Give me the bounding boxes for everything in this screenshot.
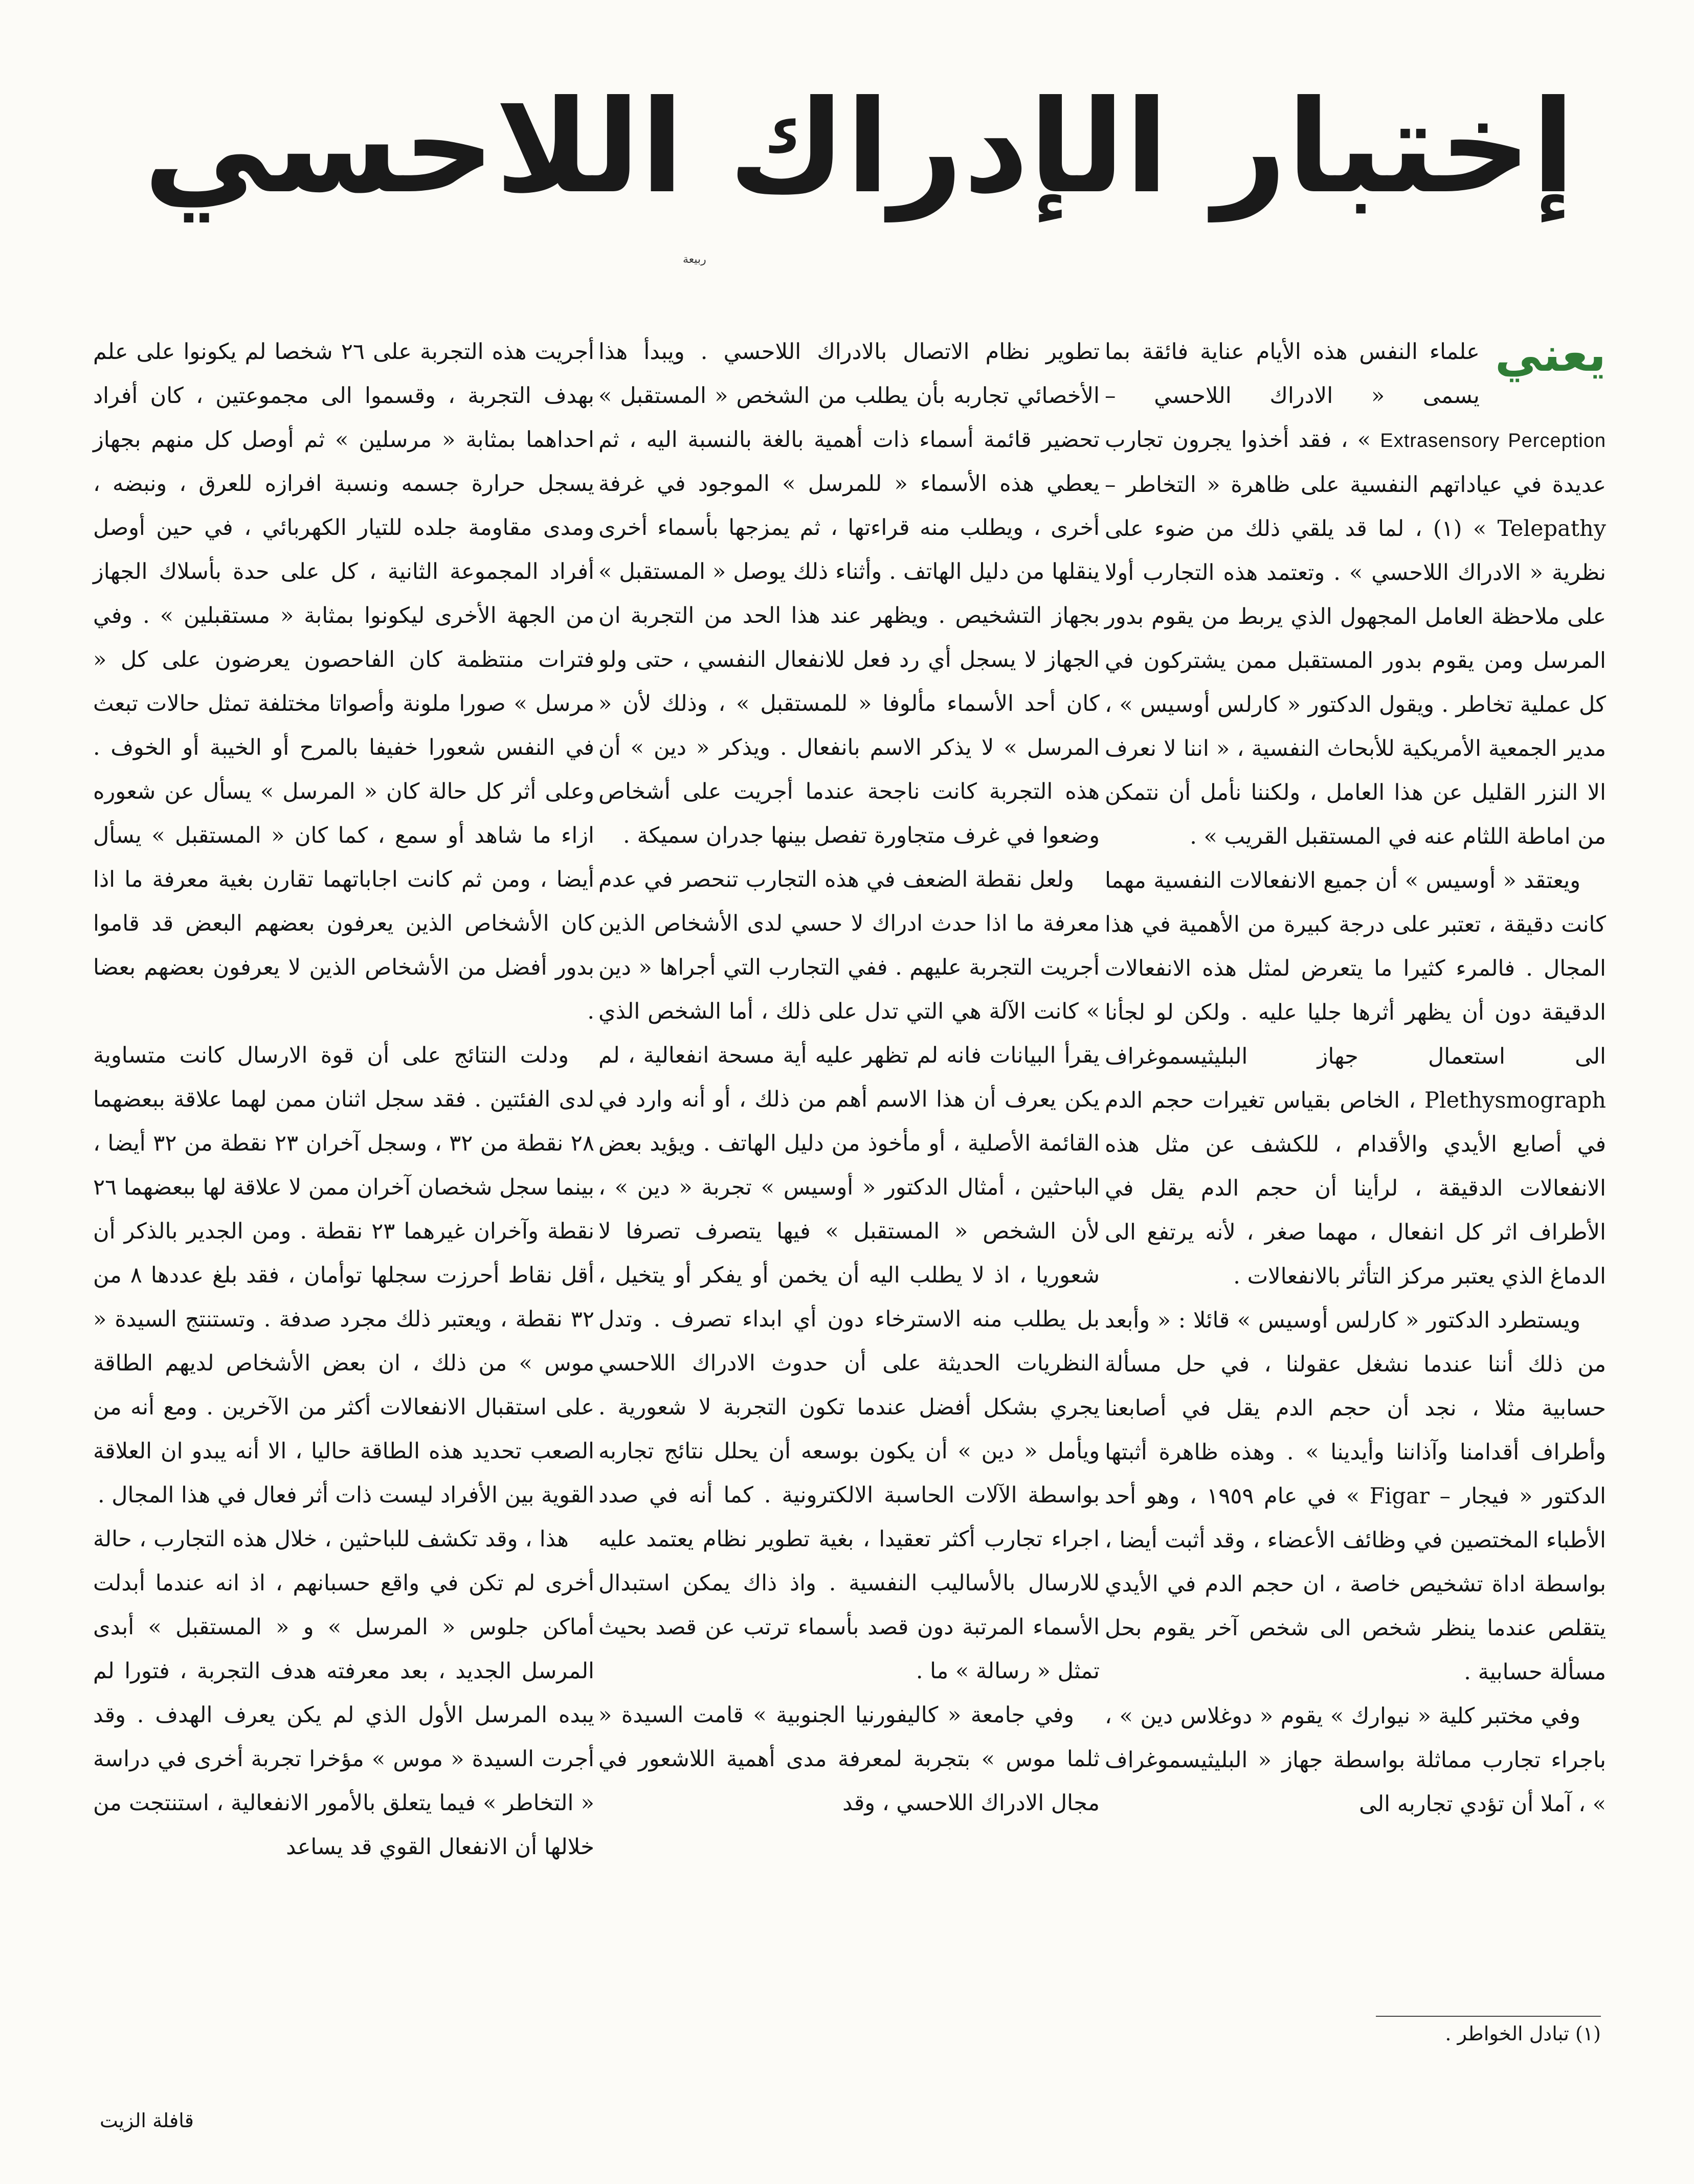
running-footer: قافلة الزيت xyxy=(100,2109,194,2132)
text-column-left xyxy=(93,330,594,1869)
author-byline: ربيعة xyxy=(683,253,706,266)
paragraph xyxy=(1105,327,1607,859)
footnote: (١) تبادل الخواطر . xyxy=(1445,2022,1601,2045)
text-column-right xyxy=(1105,327,1607,1826)
paragraph: ويعتقد « أوسيس » أن جميع الانفعالات النفسية مهما كانت دقيقة ، تعتبر على درجة كبيرة من الأهمية في هذا المجال . فالمرء كثيرا ما يتعرض لمثل هذه الانفعالات الدقيقة دون أن يظهر أثرها جليا عليه . ولكن لو لجأنا الى استعمال جهاز البليثيسموغراف Plethysmograph ، الخاص بقياس تغيرات حجم الدم في أصابع الأيدي والأقدام ، للكشف عن مثل هذه الانفعالات الدقيقة ، لرأينا أن حجم الدم يقل في الأطراف اثر كل انفعال ، مهما صغر ، لأنه يرتفع الى الدماغ الذي يعتبر مركز التأثر بالانفعالات . xyxy=(1105,868,1606,1289)
paragraph: تطوير نظام الاتصال بالادراك اللاحسي . ويبدأ هذا الأخصائي تجاربه بأن يطلب من الشخص « المستقبل » تحضير قائمة أسماء ذات أهمية بالغة بالنسبة اليه ، ثم يعطي هذه الأسماء « للمرسل » الموجود في غرفة أخرى ، ويطلب منه قراءتها ، ثم يمزجها بأسماء أخرى ينقلها من دليل الهاتف . وأثناء ذلك يوصل « المستقبل » بجهاز التشخيص . ويظهر عند هذا الحد من التجربة ان الجهاز لا يسجل أي رد فعل للانفعال النفسي ، حتى ولو كان أحد الأسماء مألوفا « للمستقبل » ، وذلك لأن « المرسل » لا يذكر الاسم بانفعال . ويذكر « دين » أن هذه التجربة كانت ناجحة عندما أجريت على أشخاص وضعوا في غرف متجاورة تفصل بينها جدران سميكة . xyxy=(598,339,1100,848)
paragraph: ولعل نقطة الضعف في هذه التجارب تنحصر في عدم معرفة ما اذا حدث ادراك لا حسي لدى الأشخاص الذين أجريت التجربة عليهم . ففي التجارب التي أجراها « دين » كانت الآلة هي التي تدل على ذلك ، أما الشخص الذي يقرأ البيانات فانه لم تظهر عليه أية مسحة انفعالية ، لم يكن يعرف أن هذا الاسم أهم من ذلك ، أو أنه وارد في القائمة الأصلية ، أو مأخوذ من دليل الهاتف . ويؤيد بعض الباحثين ، أمثال الدكتور « أوسيس » تجربة « دين » ، لأن الشخص « المستقبل » فيها يتصرف تصرفا لا شعوريا ، اذ لا يطلب اليه أن يخمن أو يفكر أو يتخيل ، بل يطلب منه الاسترخاء دون أي ابداء تصرف . وتدل النظريات الحديثة على أن حدوث الادراك اللاحسي يجري بشكل أفضل عندما تكون التجربة لا شعورية . ويأمل « دين » أن يكون بوسعه أن يحلل نتائج تجاربه بواسطة الآلات الحاسبة الالكترونية . كما أنه في صدد اجراء تجارب أكثر تعقيدا ، بغية تطوير نظام يعتمد عليه للارسال بالأساليب النفسية . واذ ذاك يمكن استبدال الأسماء المرتبة دون قصد بأسماء ترتب عن قصد بحيث تمثل « رسالة » ما . xyxy=(598,867,1100,1684)
paragraph: ويستطرد الدكتور « كارلس أوسيس » قائلا : « وأبعد من ذلك أننا عندما نشغل عقولنا ، في حل مسألة حسابية مثلا ، نجد أن حجم الدم يقل في أصابعنا وأطراف أقدامنا وآذاننا وأيدينا » . وهذه ظاهرة أثبتها الدكتور « فيجار – Figar » في عام ١٩٥٩ ، وهو أحد الأطباء المختصين في وظائف الأعضاء ، وقد أثبت أيضا ، بواسطة اداة تشخيص خاصة ، ان حجم الدم في الأيدي يتقلص عندما ينظر شخص الى شخص آخر يقوم بحل مسألة حسابية . xyxy=(1105,1308,1606,1685)
text-column-middle xyxy=(598,330,1100,1825)
paragraph: وفي جامعة « كاليفورنيا الجنوبية » قامت السيدة « ثلما موس » بتجربة لمعرفة مدى أهمية اللاشعور في مجال الادراك اللاحسي ، وقد xyxy=(598,1702,1100,1816)
paragraph-lead: علماء النفس هذه الأيام عناية فائقة بما يسمى « الادراك اللاحسي – xyxy=(1105,339,1480,409)
latin-term: Extrasensory Perception xyxy=(1380,430,1606,452)
drop-cap-word: يعني xyxy=(1495,327,1606,382)
article-title: إختبار الإدراك اللاحسي xyxy=(143,73,1575,221)
paragraph: ودلت النتائج على أن قوة الارسال كانت متساوية لدى الفئتين . فقد سجل اثنان ممن لهما علاقة ببعضهما ٢٨ نقطة من ٣٢ ، وسجل آخران ٢٣ نقطة من ٣٢ أيضا ، بينما سجل شخصان آخران ممن لا علاقة لها ببعضهما ٢٦ نقطة وآخران غيرهما ٢٣ نقطة . ومن الجدير بالذكر أن أقل نقاط أحرزت سجلها توأمان ، فقد بلغ عددها ٨ من ٣٢ نقطة ، ويعتبر ذلك مجرد صدفة . وتستنتج السيدة « موس » من ذلك ، ان بعض الأشخاص لديهم الطاقة على استقبال الانفعالات أكثر من الآخرين . ومع أنه من الصعب تحديد هذه الطاقة حاليا ، الا أنه يبدو ان العلاقة القوية بين الأفراد ليست ذات أثر فعال في هذا المجال . xyxy=(93,1043,595,1508)
paragraph: أجريت هذه التجربة على ٢٦ شخصا لم يكونوا على علم بهدف التجربة ، وقسموا الى مجموعتين ، كان أفراد احداهما بمثابة « مرسلين » ثم أوصل كل منهم بجهاز يسجل حرارة جسمه ونسبة افرازه للعرق ، ونبضه ، ومدى مقاومة جلده للتيار الكهربائي ، في حين أوصل أفراد المجموعة الثانية ، كل على حدة بأسلاك الجهاز من الجهة الأخرى ليكونوا بمثابة « مستقبلين » . وفي فترات منتظمة كان الفاحصون يعرضون على كل « مرسل » صورا ملونة وأصواتا مختلفة تمثل حالات تبعث في النفس شعورا خفيفا بالمرح أو الخيبة أو الخوف . وعلى أثر كل حالة كان « المرسل » يسأل عن شعوره ازاء ما شاهد أو سمع ، كما كان « المستقبل » يسأل أيضا ، ومن ثم كانت اجاباتهما تقارن بغية معرفة ما اذا كان الأشخاص الذين يعرفون بعضهم البعض قد قاموا بدور أفضل من الأشخاص الذين لا يعرفون بعضهم بعضا . xyxy=(93,339,594,1024)
footnote-rule xyxy=(1376,2016,1601,2017)
paragraph: وفي مختبر كلية « نيوارك » يقوم « دوغلاس دين » ، باجراء تجارب مماثلة بواسطة جهاز « البليثيسموغراف » ، آملا أن تؤدي تجاربه الى xyxy=(1105,1703,1606,1817)
paragraph: هذا ، وقد تكشف للباحثين ، خلال هذه التجارب ، حالة أخرى لم تكن في واقع حسبانهم ، اذ انه عندما أبدلت أماكن جلوس « المرسل » و « المستقبل » أبدى المرسل الجديد ، بعد معرفته هدف التجربة ، فتورا لم يبده المرسل الأول الذي لم يكن يعرف الهدف . وقد أجرت السيدة « موس » مؤخرا تجربة أخرى في دراسة « التخاطر » فيما يتعلق بالأمور الانفعالية ، استنتجت من خلالها أن الانفعال القوي قد يساعد xyxy=(93,1526,594,1860)
paragraph-rest: » ، فقد أخذوا يجرون تجارب عديدة في عياداتهم النفسية على ظاهرة « التخاطر – Telepathy » (١) ، لما قد يلقي ذلك من ضوء على نظرية « الادراك اللاحسي » . وتعتمد هذه التجارب أولا على ملاحظة العامل المجهول الذي يربط من يقوم بدور المرسل ومن يقوم بدور المستقبل ممن يشتركون في كل عملية تخاطر . ويقول الدكتور « كارلس أوسيس » ، مدير الجمعية الأمريكية للأبحاث النفسية ، « اننا لا نعرف الا النزر القليل عن هذا العامل ، ولكننا نأمل أن نتمكن من اماطة اللثام عنه في المستقبل القريب » . xyxy=(1105,427,1607,849)
